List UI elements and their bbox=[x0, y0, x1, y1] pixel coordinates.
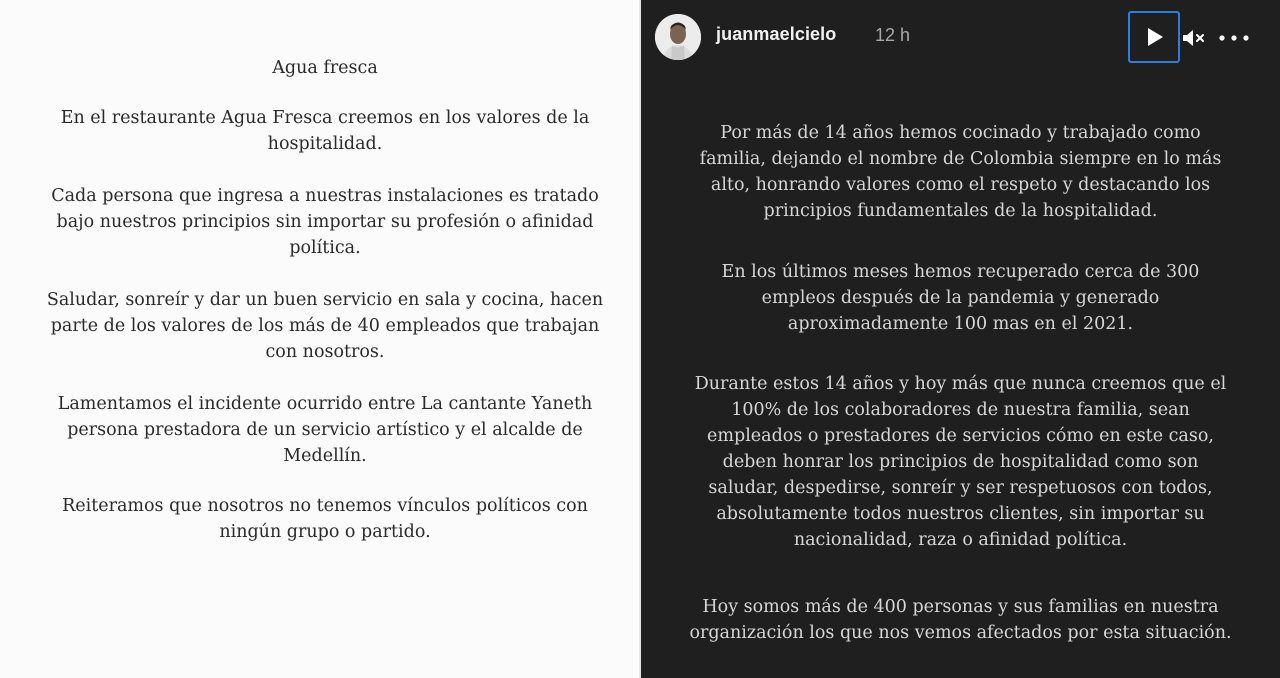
story-username[interactable]: juanmaelcielo bbox=[716, 24, 837, 44]
mute-icon bbox=[1181, 26, 1207, 50]
mute-button[interactable] bbox=[1181, 26, 1207, 50]
statement-paragraph-5: Reiteramos que nosotros no tenemos vínculos políticos con ningún grupo o partido. bbox=[62, 496, 588, 542]
statement-title: Agua fresca bbox=[272, 58, 378, 78]
statement-paragraph-4: Lamentamos el incidente ocurrido entre La cantante Yaneth persona prestadora de un servicio artístico y el alcalde de Medellín. bbox=[57, 394, 593, 466]
play-button[interactable] bbox=[1128, 11, 1180, 63]
more-options-icon bbox=[1216, 26, 1252, 50]
statement-paragraph-2: Cada persona que ingresa a nuestras instalaciones es tratado bajo nuestros principios sin importar su profesión o afinidad política. bbox=[51, 186, 599, 258]
more-options-button[interactable] bbox=[1216, 26, 1252, 50]
story-paragraph-3: Durante estos 14 años y hoy más que nunca creemos que el 100% de los colaboradores de nuestra familia, sean empleados o prestadores de servicios cómo en este caso, deben honrar los principios de hospitalidad como son saludar, despedirse, sonreír y ser respetuosos con todos, absolutamente todos nuestros clientes, sin importar su nacionalidad, raza o afinidad política. bbox=[694, 374, 1227, 550]
story-timestamp: 12 h bbox=[875, 25, 911, 45]
story-paragraph-1: Por más de 14 años hemos cocinado y trabajado como familia, dejando el nombre de Colombia siempre en lo más alto, honrando valores como el respeto y destacando los principios fundamentales de la hospitalidad. bbox=[699, 123, 1222, 221]
statement-paragraph-3: Saludar, sonreír y dar un buen servicio en sala y cocina, hacen parte de los valores de los más de 40 empleados que trabajan con nosotros. bbox=[46, 290, 604, 362]
story-viewer bbox=[641, 0, 1280, 678]
statement-paragraph-1: En el restaurante Agua Fresca creemos en los valores de la hospitalidad. bbox=[60, 108, 590, 154]
play-icon bbox=[1142, 25, 1166, 49]
profile-avatar[interactable] bbox=[655, 14, 701, 60]
story-paragraph-4: Hoy somos más de 400 personas y sus familias en nuestra organización los que nos vemos afectados por esta situación. bbox=[689, 597, 1232, 643]
story-paragraph-2: En los últimos meses hemos recuperado cerca de 300 empleos después de la pandemia y generado aproximadamente 100 mas en el 2021. bbox=[721, 262, 1200, 334]
